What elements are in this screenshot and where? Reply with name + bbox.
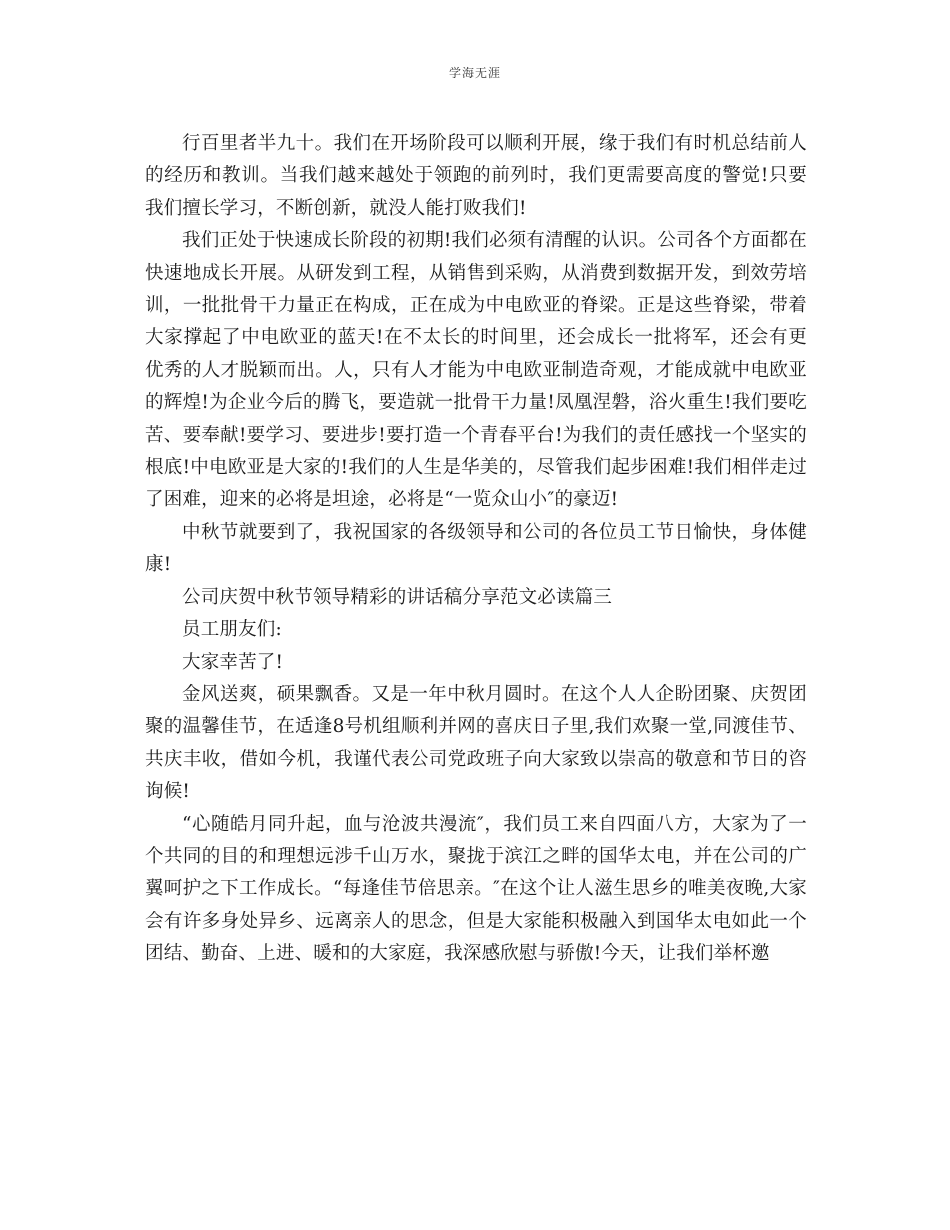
paragraph-4: 金风送爽，硕果飘香。又是一年中秋月圆时。在这个人人企盼团聚、庆贺团聚的温馨佳节，在适逢8号机组顺利并网的喜庆日子里,我们欢聚一堂,同渡佳节、共庆丰收，借如今机，我谨代表公司党政班子向大家致以崇高的敬意和节日的咨询候! [145,683,807,803]
section-title: 公司庆贺中秋节领导精彩的讲话稿分享范文必读篇三 [182,586,613,608]
paragraph-3: 中秋节就要到了，我祝国家的各级领导和公司的各位员工节日愉快，身体健康! [145,521,807,576]
salutation: 员工朋友们: [182,619,282,641]
page-header: 学海无涯 [448,66,501,80]
greeting-line: 大家幸苦了! [182,651,284,673]
paragraph-2: 我们正处于快速成长阶段的初期!我们必须有清醒的认识。公司各个方面都在快速地成长开展。从研发到工程，从销售到采购，从消费到数据开发，到效劳培训，一批批骨干力量正在构成，正在成为中电欧亚的脊梁。正是这些脊梁，带着大家撑起了中电欧亚的蓝天!在不太长的时间里，还会成长一批将军，还会有更优秀的人才脱颖而出。人，只有人才能为中电欧亚制造奇观，才能成就中电欧亚的辉煌!为企业今后的腾飞，要造就一批骨干力量!凤凰涅磐，浴火重生!我们要吃苦、要奉献!要学习、要进步!要打造一个青春平台!为我们的责任感找一个坚实的根底!中电欧亚是大家的!我们的人生是华美的，尽管我们起步困难!我们相伴走过了困难，迎来的必将是坦途，必将是“一览众山小″的豪迈! [145,230,807,511]
document-body [145,128,807,971]
paragraph-1: 行百里者半九十。我们在开场阶段可以顺利开展，缘于我们有时机总结前人的经历和教训。当我们越来越处于领跑的前列时，我们更需要高度的警觉!只要我们擅长学习，不断创新，就没人能打败我们! [145,133,807,219]
paragraph-5: “心随皓月同升起，血与沧波共漫流″，我们员工来自四面八方，大家为了一个共同的目的和理想远涉千山万水，聚拢于滨江之畔的国华太电，并在公司的广翼呵护之下工作成长。“每逢佳节倍思亲。″在这个让人滋生思乡的唯美夜晚,大家会有许多身处异乡、远离亲人的思念，但是大家能积极融入到国华太电如此一个团结、勤奋、上进、暖和的大家庭，我深感欣慰与骄傲!今天，让我们举杯邀 [145,813,807,965]
